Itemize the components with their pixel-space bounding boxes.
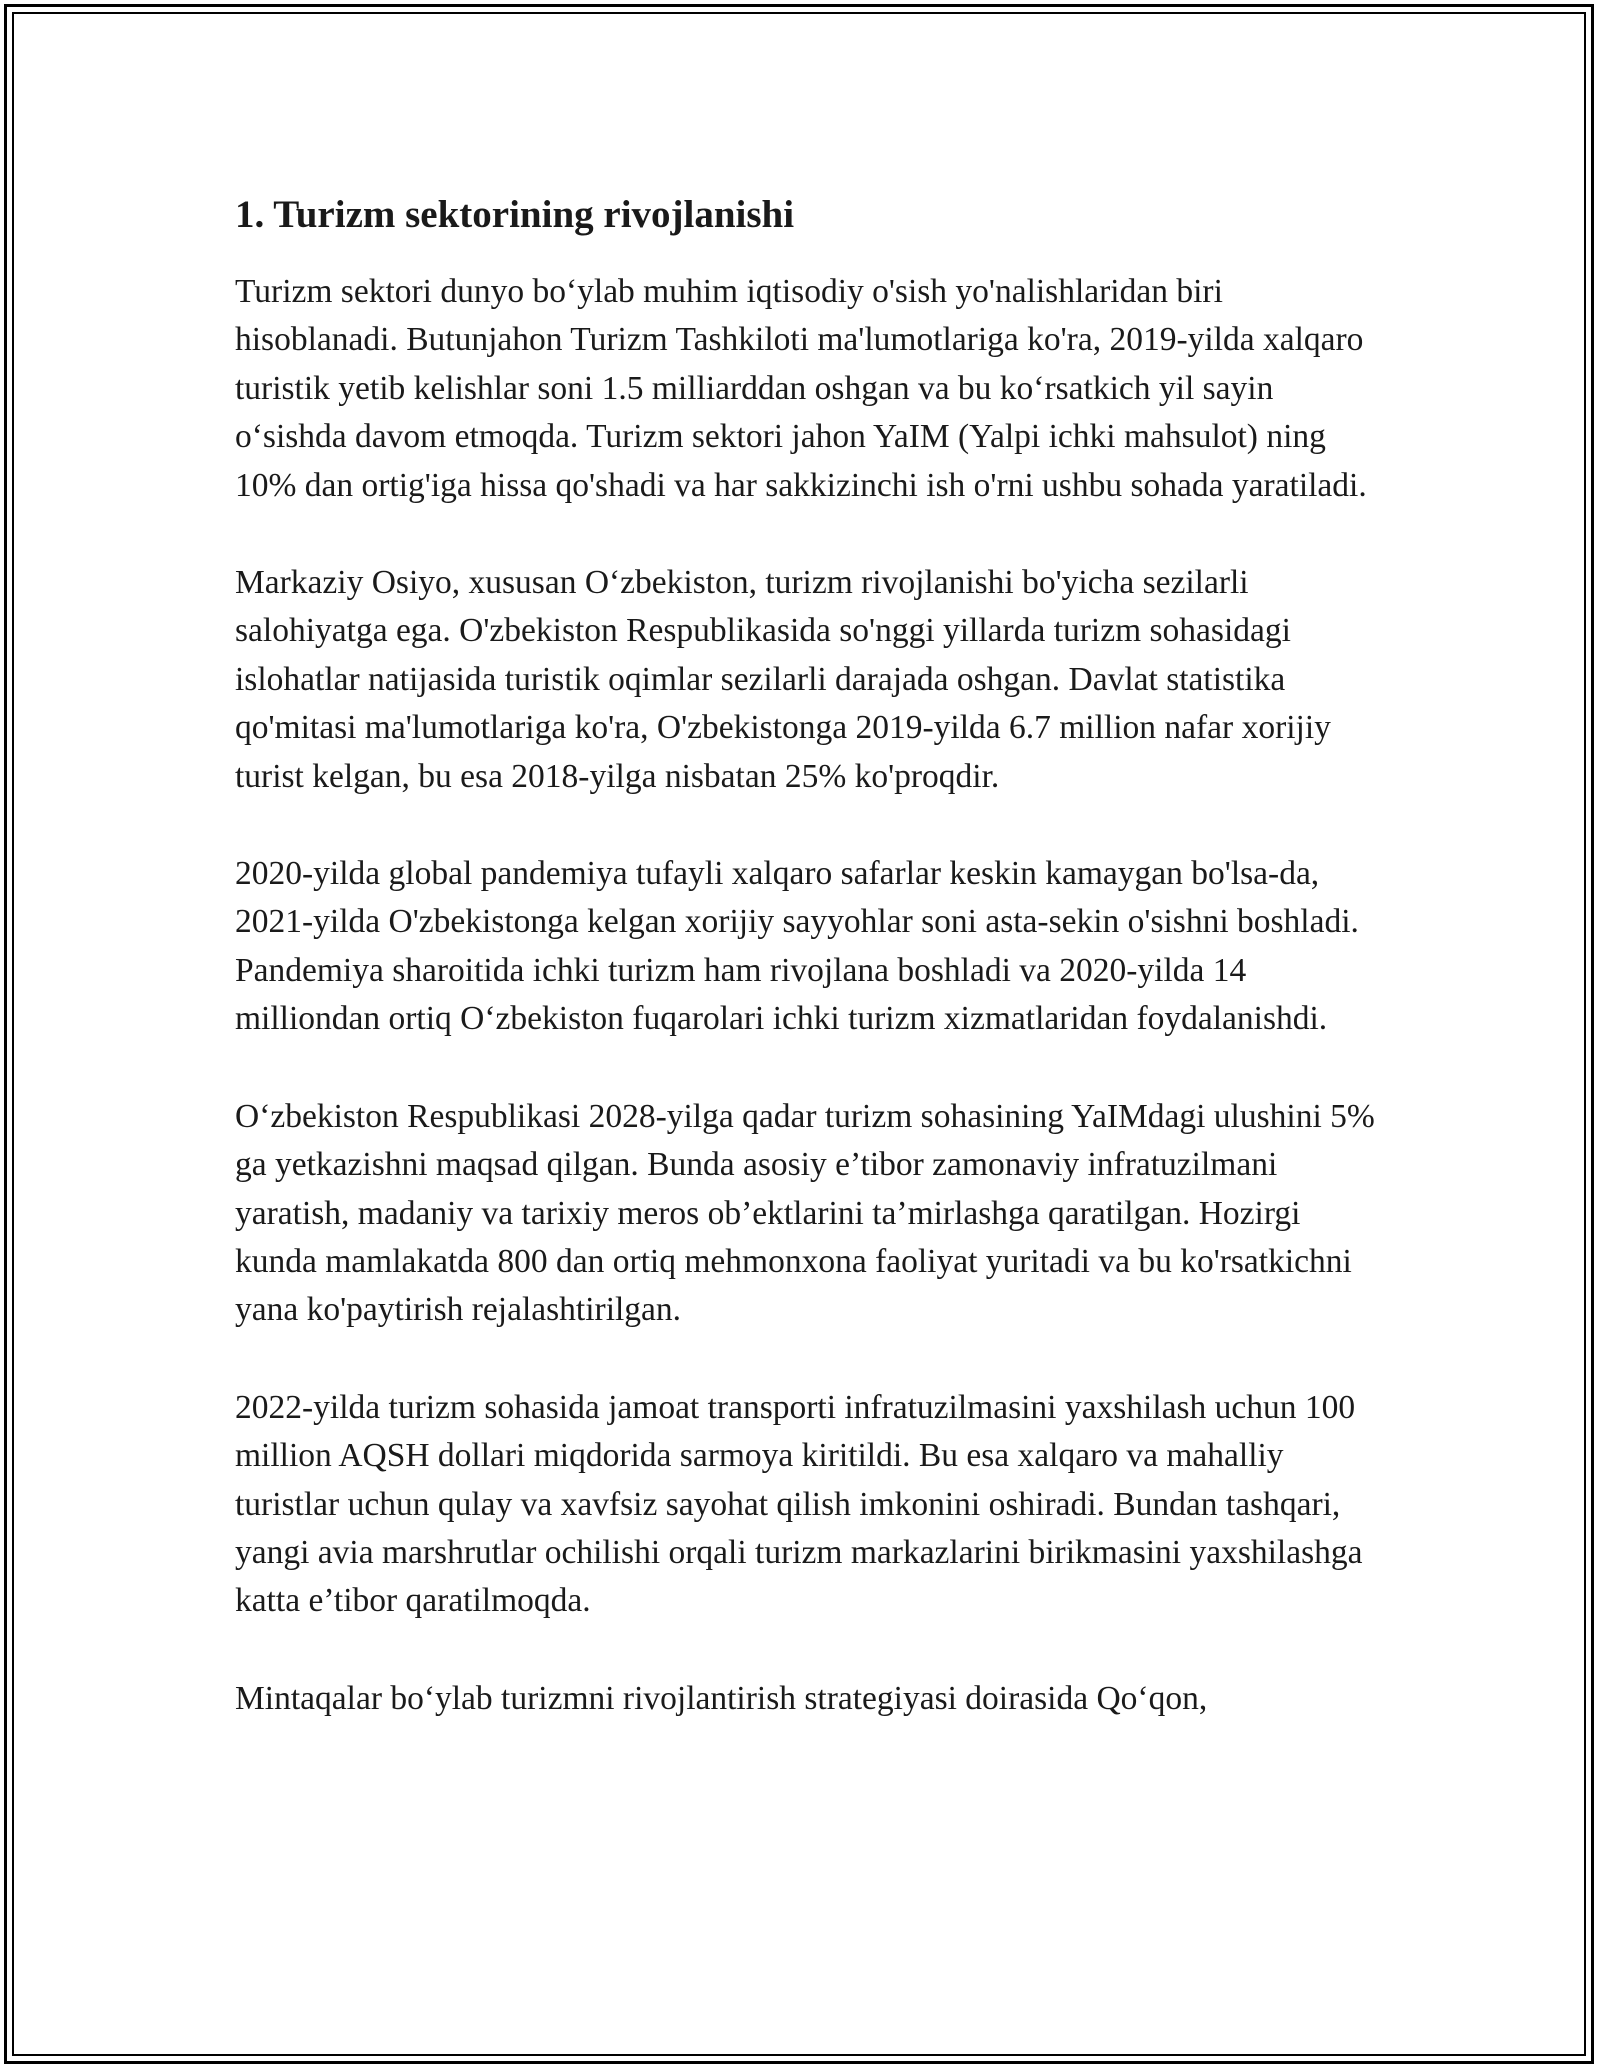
paragraph-3: 2020-yilda global pandemiya tufayli xalqaro safarlar keskin kamaygan bo'lsa-da, 2021-yilda O'zbekistonga kelgan xorijiy sayyohlar soni asta-sekin o'sishni boshladi. Pandemiya sharoitida ichki turizm ham rivojlana boshladi va 2020-yilda 14 milliondan ortiq O‘zbekiston fuqarolari ichki turizm xizmatlaridan foydalanishdi. bbox=[235, 855, 1359, 1038]
paragraph-1: Turizm sektori dunyo bo‘ylab muhim iqtisodiy o'sish yo'nalishlaridan biri hisoblanadi. Butunjahon Turizm Tashkiloti ma'lumotlariga ko'ra, 2019-yilda xalqaro turistik yetib kelishlar soni 1.5 milliarddan oshgan va bu ko‘rsatkich yil sayin o‘sishda davom etmoqda. Turizm sektori jahon YaIM (Yalpi ichki mahsulot) ning 10% dan ortig'iga hissa qo'shadi va har sakkizinchi ish o'rni ushbu sohada yaratiladi. bbox=[235, 273, 1367, 504]
section-title: 1. Turizm sektorining rivojlanishi bbox=[235, 193, 795, 236]
document-body bbox=[235, 186, 1385, 1772]
paragraph-6: Mintaqalar bo‘ylab turizmni rivojlantirish strategiyasi doirasida Qo‘qon, bbox=[235, 1679, 1208, 1717]
paragraph-2: Markaziy Osiyo, xususan O‘zbekiston, turizm rivojlanishi bo'yicha sezilarli salohiyatga ega. O'zbekiston Respublikasida so'nggi yillarda turizm sohasidagi islohatlar natijasida turistik oqimlar sezilarli darajada oshgan. Davlat statistika qo'mitasi ma'lumotlariga ko'ra, O'zbekistonga 2019-yilda 6.7 million nafar xorijiy turist kelgan, bu esa 2018-yilga nisbatan 25% ko'proqdir. bbox=[235, 564, 1331, 795]
paragraph-4: O‘zbekiston Respublikasi 2028-yilga qadar turizm sohasining YaIMdagi ulushini 5% ga yetkazishni maqsad qilgan. Bunda asosiy e’tibor zamonaviy infratuzilmani yaratish, madaniy va tarixiy meros ob’ektlarini ta’mirlashga qaratilgan. Hozirgi kunda mamlakatda 800 dan ortiq mehmonxona faoliyat yuritadi va bu ko'rsatkichni yana ko'paytirish rejalashtirilgan. bbox=[235, 1097, 1375, 1329]
paragraph-5: 2022-yilda turizm sohasida jamoat transporti infratuzilmasini yaxshilash uchun 100 million AQSH dollari miqdorida sarmoya kiritildi. Bu esa xalqaro va mahalliy turistlar uchun qulay va xavfsiz sayohat qilish imkonini oshiradi. Bundan tashqari, yangi avia marshrutlar ochilishi orqali turizm markazlarini birikmasini yaxshilashga katta e’tibor qaratilmoqda. bbox=[235, 1388, 1363, 1620]
